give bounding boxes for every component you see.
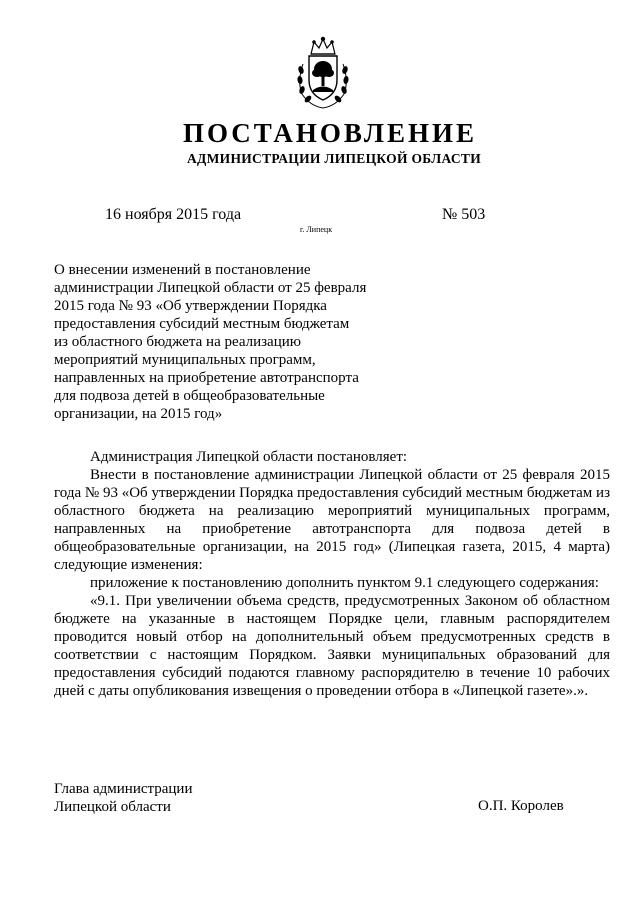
document-number: № 503 xyxy=(442,206,486,223)
document-place: г. Липецк xyxy=(300,225,333,234)
document-body xyxy=(54,448,610,700)
signature-position-line: Глава администрации xyxy=(54,781,193,797)
subject-line: из областного бюджета на реализацию xyxy=(54,334,301,350)
subject-line: направленных на приобретение автотранспорта xyxy=(54,370,359,386)
subject-line: мероприятий муниципальных программ, xyxy=(54,352,316,368)
body-paragraph: Внести в постановление администрации Липецкой области от 25 февраля 2015 года № 93 «Об утверждении Порядка предоставления субсидий местным бюджетам из областного бюджета на реализацию мероприятий муниципальных программ, направленных на приобретение автотранспорта для подвоза детей в общеобразовательные организации, на 2015 год» (Липецкая газета, 2015, 4 марта) следующие изменения: xyxy=(54,467,610,573)
signature-position xyxy=(54,780,192,816)
signer-name: О.П. Королев xyxy=(478,798,564,814)
document-date: 16 ноября 2015 года xyxy=(105,206,242,223)
body-paragraph: «9.1. При увеличении объема средств, предусмотренных Законом об областном бюджете на указанные в настоящем Порядке цели, главным распорядителем проводится новый отбор на дополнительный объем предусмотренных средств в соответствии с настоящим Порядком. Заявки муниципальных образований для предоставления субсидий подаются главному распорядителю в течение 10 рабочих дней с даты опубликования извещения о проведении отбора в «Липецкой газете».». xyxy=(54,593,610,699)
preamble: Администрация Липецкой области постановляет: xyxy=(90,449,408,465)
subject-line: организации, на 2015 год» xyxy=(54,406,223,422)
subject-line: администрации Липецкой области от 25 февраля xyxy=(54,280,367,296)
subject-line: О внесении изменений в постановление xyxy=(54,262,311,278)
coat-of-arms-icon xyxy=(294,36,352,110)
document-subject xyxy=(54,261,384,423)
document-title: ПОСТАНОВЛЕНИЕ xyxy=(182,118,478,148)
subject-line: для подвоза детей в общеобразовательные xyxy=(54,388,325,404)
signature-position-line: Липецкой области xyxy=(54,799,171,815)
subject-line: предоставления субсидий местным бюджетам xyxy=(54,316,350,332)
issuing-authority: АДМИНИСТРАЦИИ ЛИПЕЦКОЙ ОБЛАСТИ xyxy=(186,151,482,166)
subject-line: 2015 года № 93 «Об утверждении Порядка xyxy=(54,298,327,314)
body-paragraph: приложение к постановлению дополнить пунктом 9.1 следующего содержания: xyxy=(90,575,599,591)
